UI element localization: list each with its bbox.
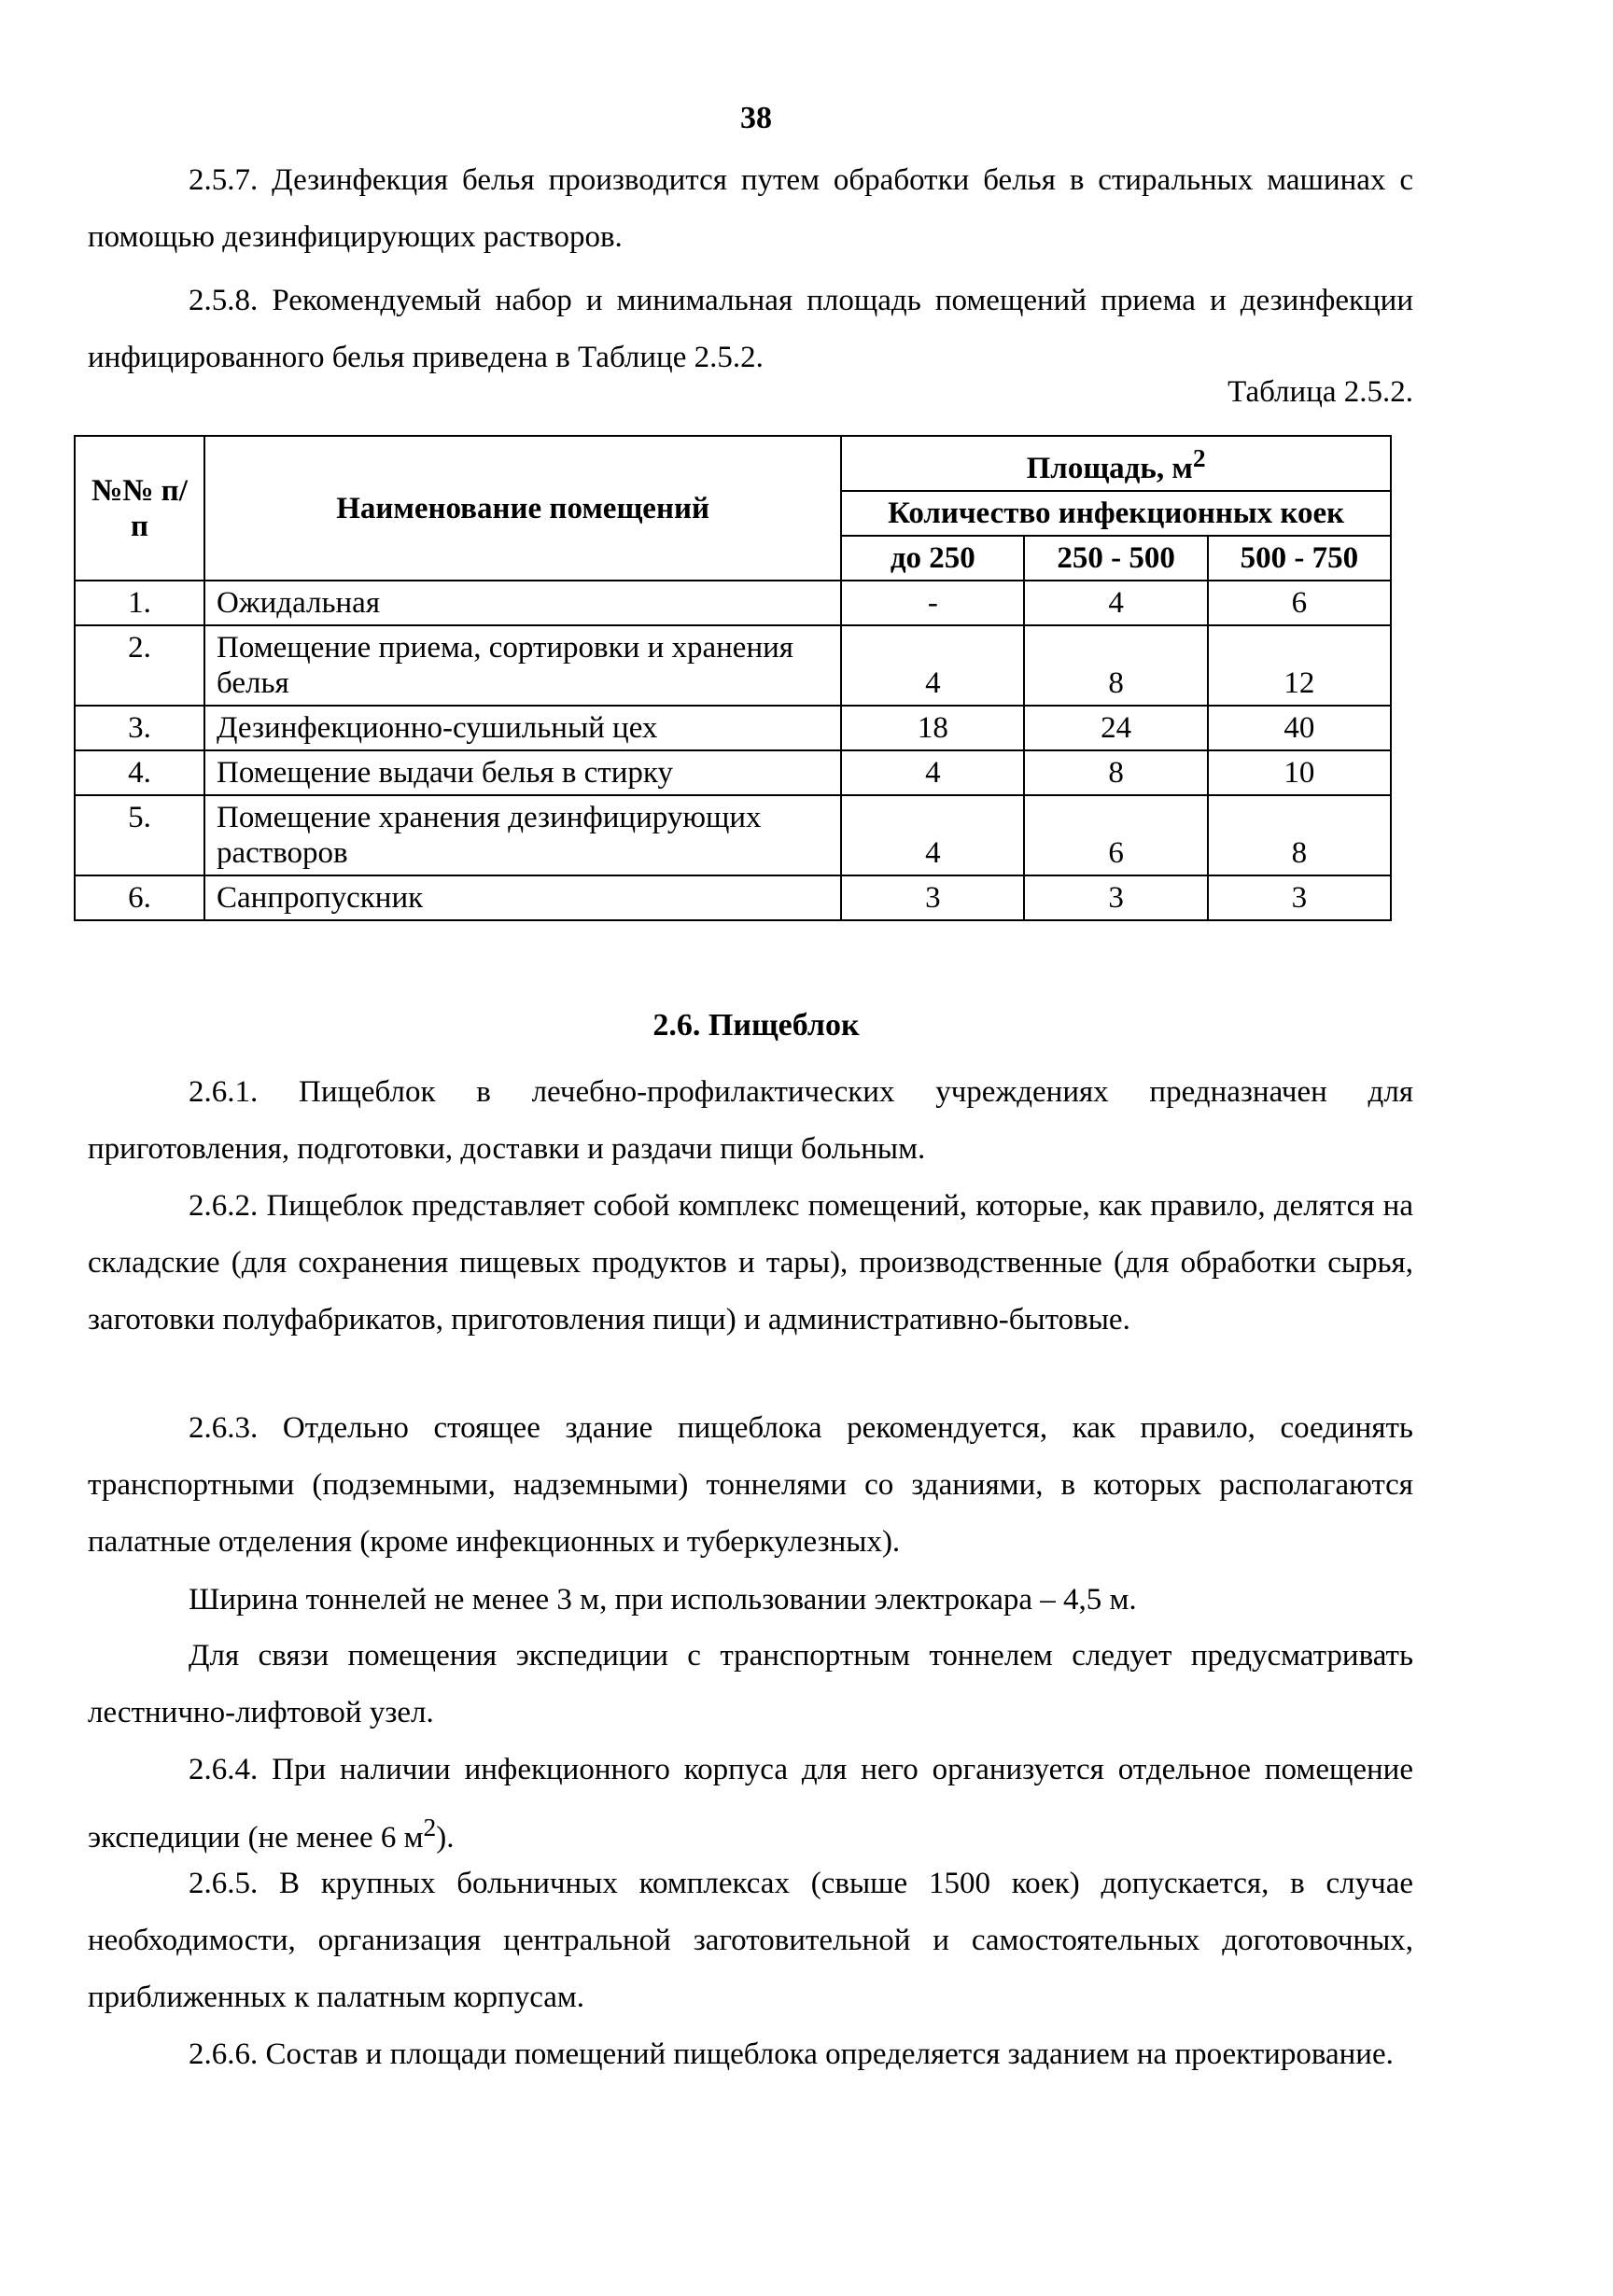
section-title: 2.6. Пищеблок <box>652 1008 860 1043</box>
table-row <box>75 795 1391 875</box>
row-value: 6 <box>1024 795 1207 875</box>
table-row <box>75 750 1391 795</box>
row-room-name: Санпропускник <box>204 875 841 920</box>
row-room-name: Ожидальная <box>204 581 841 625</box>
header-range-1: до 250 <box>841 536 1024 581</box>
row-value: 6 <box>1208 581 1391 625</box>
row-number: 6. <box>75 875 204 920</box>
row-number: 3. <box>75 706 204 750</box>
row-value: - <box>841 581 1024 625</box>
row-value: 4 <box>841 750 1024 795</box>
row-value: 10 <box>1208 750 1391 795</box>
header-number: №№ п/п <box>75 436 204 581</box>
paragraph-2-6-1: 2.6.1. Пищеблок в лечебно-профилактических учреждениях предназначен для приготовления, подготовки, доставки и раздачи пищи больным. <box>88 1075 1413 1166</box>
table-row <box>75 706 1391 750</box>
row-value: 4 <box>1024 581 1207 625</box>
row-room-name: Помещение хранения дезинфицирующих растворов <box>204 795 841 875</box>
rooms-area-table <box>74 435 1392 921</box>
table-row <box>75 875 1391 920</box>
page-number: 38 <box>740 101 772 135</box>
table-row <box>75 625 1391 706</box>
row-room-name: Помещение приема, сортировки и хранения белья <box>204 625 841 706</box>
header-range-3: 500 - 750 <box>1208 536 1391 581</box>
paragraph-2-5-8: 2.5.8. Рекомендуемый набор и минимальная площадь помещений приема и дезинфекции инфицированного белья приведена в Таблице 2.5.2. <box>88 284 1413 374</box>
row-number: 4. <box>75 750 204 795</box>
row-value: 4 <box>841 625 1024 706</box>
row-value: 8 <box>1208 795 1391 875</box>
paragraph-2-6-3: 2.6.3. Отдельно стоящее здание пищеблока рекомендуется, как правило, соединять транспортными (подземными, надземными) тоннелями со зданиями, в которых располагаются палатные отделения (кроме инфекционных и туберкулезных). <box>88 1411 1413 1559</box>
row-value: 12 <box>1208 625 1391 706</box>
row-number: 5. <box>75 795 204 875</box>
header-room-name: Наименование помещений <box>204 436 841 581</box>
row-number: 1. <box>75 581 204 625</box>
table-caption: Таблица 2.5.2. <box>1227 375 1413 409</box>
header-range-2: 250 - 500 <box>1024 536 1207 581</box>
row-value: 3 <box>841 875 1024 920</box>
table-row <box>75 581 1391 625</box>
row-value: 24 <box>1024 706 1207 750</box>
row-value: 3 <box>1208 875 1391 920</box>
row-value: 18 <box>841 706 1024 750</box>
row-value: 40 <box>1208 706 1391 750</box>
paragraph-2-6-5: 2.6.5. В крупных больничных комплексах (свыше 1500 коек) допускается, в случае необходимости, организация центральной заготовительной и самостоятельных доготовочных, приближенных к палатным корпусам. <box>88 1867 1413 2014</box>
row-value: 8 <box>1024 625 1207 706</box>
row-room-name: Помещение выдачи белья в стирку <box>204 750 841 795</box>
paragraph-2-5-7: 2.5.7. Дезинфекция белья производится путем обработки белья в стиральных машинах с помощью дезинфицирующих растворов. <box>88 163 1413 254</box>
row-value: 8 <box>1024 750 1207 795</box>
header-area: Площадь, $м^2$ <box>841 436 1391 491</box>
paragraph-2-6-6: 2.6.6. Состав и площади помещений пищеблока определяется заданием на проектирование. <box>189 2037 1394 2071</box>
row-value: 3 <box>1024 875 1207 920</box>
paragraph-lift-node: Для связи помещения экспедиции с транспортным тоннелем следует предусматривать лестнично-лифтовой узел. <box>88 1639 1413 1729</box>
paragraph-tunnel-width: Ширина тоннелей не менее 3 м, при использовании электрокара – 4,5 м. <box>189 1583 1137 1617</box>
row-number: 2. <box>75 625 204 706</box>
paragraph-2-6-2: 2.6.2. Пищеблок представляет собой комплекс помещений, которые, как правило, делятся на складские (для сохранения пищевых продуктов и тары), производственные (для обработки сырья, заготовки полуфабрикатов, приготовления пищи) и административно-бытовые. <box>88 1189 1413 1337</box>
row-room-name: Дезинфекционно-сушильный цех <box>204 706 841 750</box>
paragraph-2-6-4: 2.6.4. При наличии инфекционного корпуса для него организуется отдельное помещение экспедиции (не менее 6 $м^2$). <box>88 1753 1413 1855</box>
row-value: 4 <box>841 795 1024 875</box>
header-bed-count: Количество инфекционных коек <box>841 491 1391 536</box>
